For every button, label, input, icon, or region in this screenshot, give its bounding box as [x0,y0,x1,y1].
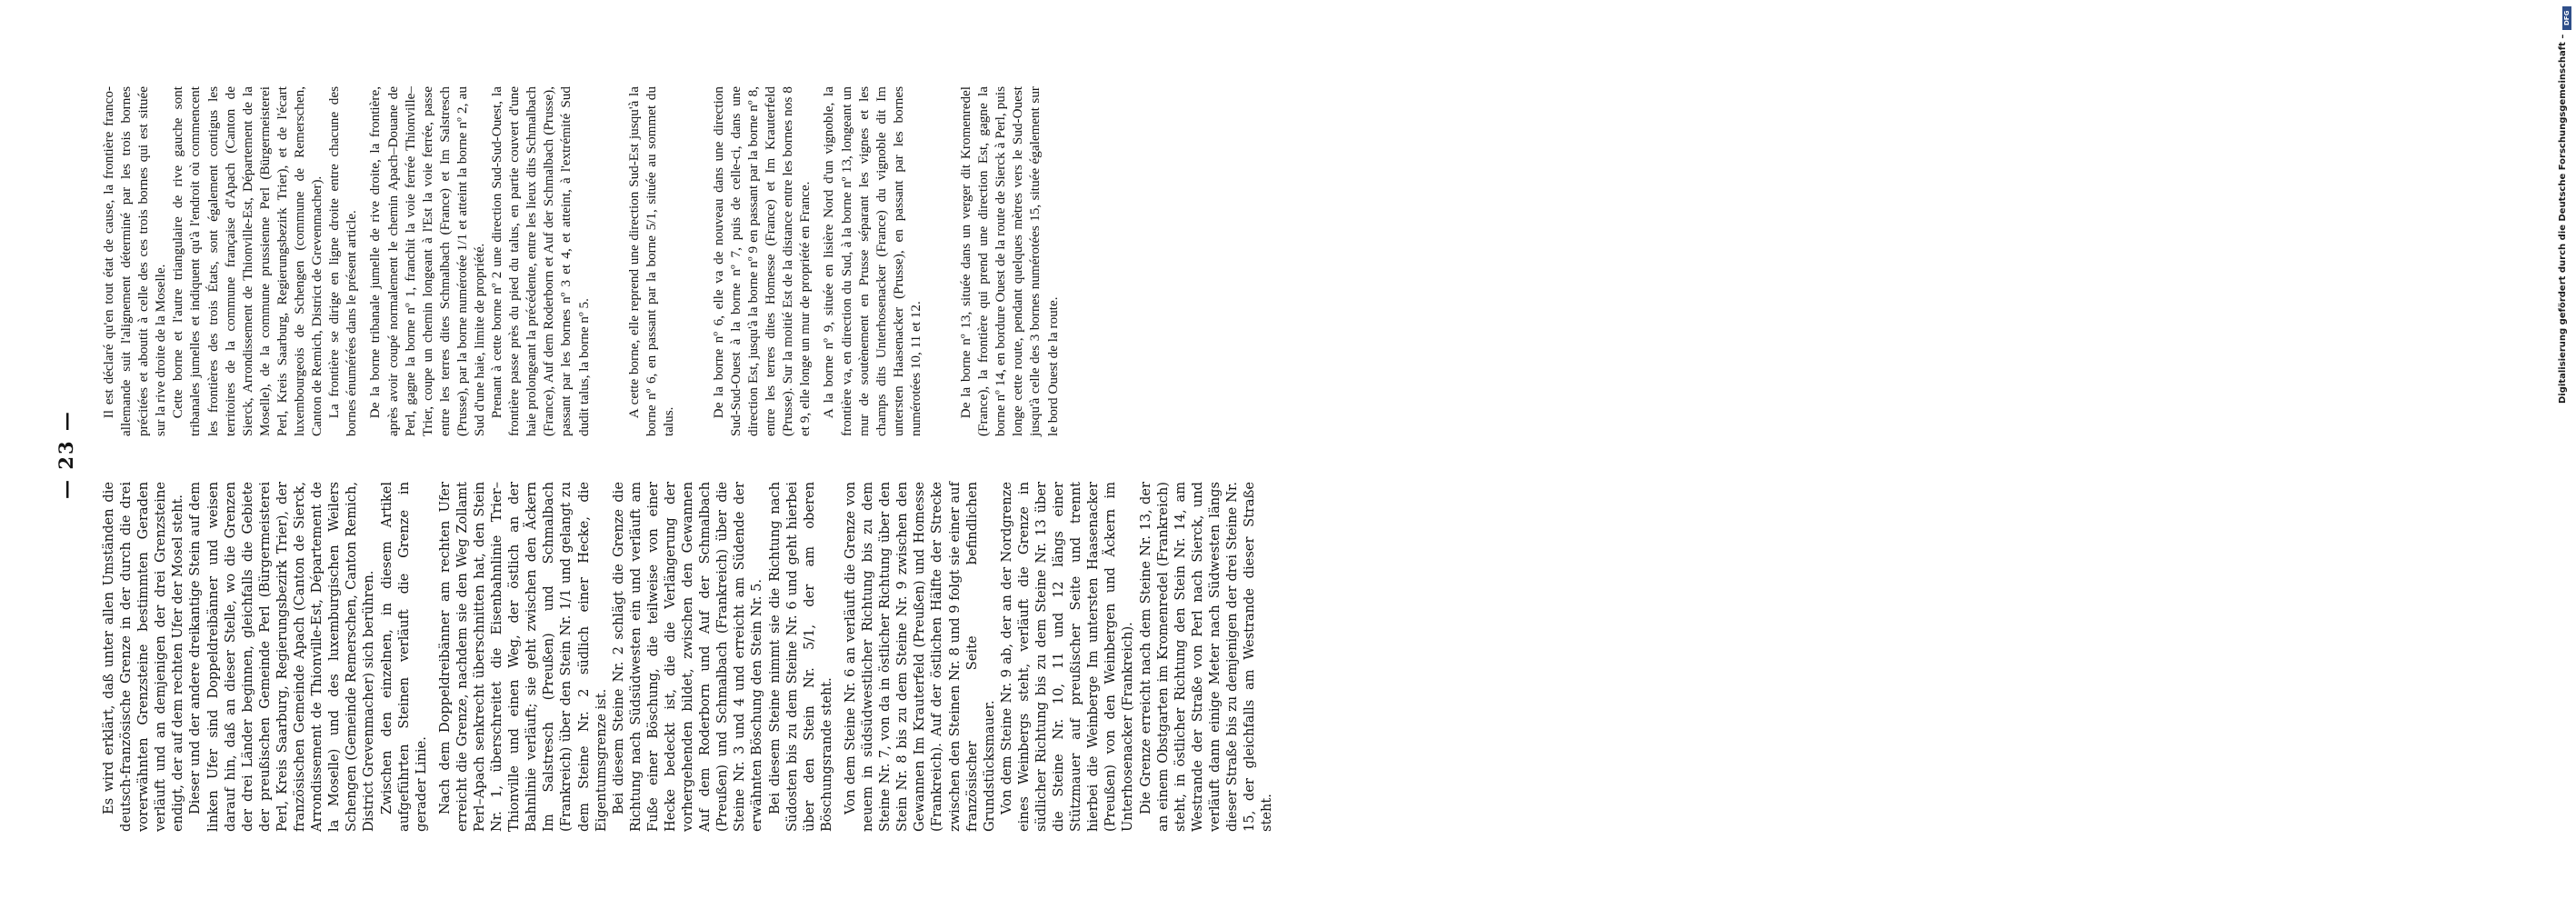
french-paragraph: A la borne nº 9, située en lisière Nord d'un vignoble, la frontière va, en direction du Sud, à la borne nº 13, longeant un mur de soutènement en Prusse séparant les vignes et les champs dits Unterhosenacker (France) du vignoble dit Im untersten Haasenacker (Prusse), en passant par les bornes numérotées 10, 11 et 12. [821,86,924,436]
french-paragraph: La frontière se dirige en ligne droite entre chacune des bornes énumérées dans le présent article. [326,86,360,436]
german-paragraph: Nach dem Doppeldreibänner am rechten Ufer erreicht die Grenze, nachdem sie den Weg Zollamt Perl–Apach senkrecht überschnitten hat, den Stein Nr. 1, überschreitet die Eisenbahnlinie Trier–Thionville und einen Weg, der östlich an der Bahnlinie verläuft; sie geht zwischen den Äckern Im Salstresch (Preußen) und Schmalbach (Frankreich) über den Stein Nr. 1/1 und gelangt zu dem Steine Nr. 2 südlich einer Hecke, die Eigentumsgrenze ist. [436,482,609,832]
german-paragraph: Es wird erklärt, daß unter allen Umständen die deutsch-französische Grenze in der durch die drei vorerwähnten Grenzsteine bestimmten Geraden verläuft und an demjenigen der drei Grenzsteine endigt, der auf dem rechten Ufer der Mosel steht. [101,482,186,832]
french-paragraph: Il est déclaré qu'en tout état de cause, la frontière franco-allemande suit l'alignement déterminé par les trois bornes précitées et aboutit à celle des ces trois bornes qui est située sur la rive droite de la Moselle. [101,86,169,436]
digitization-credit [1271,0,2571,909]
french-paragraph: Prenant à cette borne nº 2 une direction Sud-Sud-Ouest, la frontière passe près du pied du talus, en partie couvert d'une haie prolongeant la précédente, entre les lieux dits Schmalbach (France), Auf dem Roderborn et Auf der Schmalbach (Prusse), passant par les bornes nº 3 et 4, et atteint, à l'extrémité Sud dudit talus, la borne nº 5. [489,86,592,436]
german-paragraph: Die Grenze erreicht nach dem Steine Nr. 13, der an einem Obstgarten im Kromenredel (Frankreich) steht, in östlicher Richtung den Stein Nr. 14, am Westrande der Straße von Perl nach Sierck, und verläuft dann einige Meter nach Südwesten längs dieser Straße bis zu demjenigen der drei Steine Nr. 15, der gleichfalls am Westrande dieser Straße steht. [1137,482,1275,832]
german-paragraph: Bei diesem Steine nimmt sie die Richtung nach Südosten bis zu dem Steine Nr. 6 und geht hierbei über den Stein Nr. 5/1, der am oberen Böschungsrande steht. [766,482,834,832]
french-paragraph: De la borne nº 13, située dans un verger dit Kromenredel (France), la frontière qui prend une direction Est, gagne la borne nº 14, en bordure Ouest de la route de Sierck à Perl, puis longe cette route, pendant quelques mètres vers le Sud-Ouest jusqu'à celle des 3 bornes numérotées 15, située également sur le bord Ouest de la route. [958,86,1061,436]
credit-text: Digitalisierung gefördert durch die Deutsche Forschungsgemeinschaft – [2558,35,2568,405]
scanned-page [45,68,1275,841]
german-paragraph: Dieser und der andere dreikantige Stein auf dem linken Ufer sind Doppeldreibänner und weisen darauf hin, daß an dieser Stelle, wo die Grenzen der drei Länder beginnen, gleichfalls die Gebiete der preußischen Gemeinde Perl (Bürgermeisterei Perl, Kreis Saarburg, Regierungsbezirk Trier), der französischen Gemeinde Apach (Canton de Sierck, Arrondissement de Thionville-Est, Département de la Moselle) und des luxemburgischen Weilers Schengen (Gemeinde Remerschen, Canton Remich, District Grevenmacher) sich berühren. [187,482,377,832]
page-number: — 23 — [55,410,77,499]
french-paragraph: De la borne nº 6, elle va de nouveau dans une direction Sud-Sud-Ouest à la borne nº 7, puis de celle-ci, dans une direction Est, jusqu'à la borne nº 9 en passant par la borne nº 8, entre les terres dites Homesse (France) et Im Krauterfeld (Prusse). Sur la moitié Est de la distance entre les bornes nos 8 et 9, elle longe un mur de propriété en France. [710,86,814,436]
rotated-page [45,68,1275,841]
german-paragraph: Zwischen den einzelnen, in diesem Artikel aufgeführten Steinen verläuft die Grenze in gerader Linie. [378,482,429,832]
french-paragraph: Cette borne et l'autre triangulaire de rive gauche sont tribanales jumelles et indiquent qu'à l'endroit où commencent les frontières des trois États, sont également contigus les territoires de la commune française d'Apach (Canton de Sierck, Arrondissement de Thionville-Est, Département de la Moselle), de la commune prussienne Perl (Bürgermeisterei Perl, Kreis Saarburg, Regierungsbezirk Trier), et de l'écart luxembourgeois de Schengen (commune de Remerschen, Canton de Remich, District de Grevenmacher). [170,86,325,436]
german-paragraph: Von dem Steine Nr. 9 ab, der an der Nordgrenze eines Weinbergs steht, verläuft die Grenze in südlicher Richtung bis zu dem Steine Nr. 13 über die Steine Nr. 10, 11 und 12 längs einer Stützmauer auf preußischer Seite und trennt hierbei die Weinberge Im untersten Haasenacker (Preußen) von den Weinbergen und Äckern im Unterhosenacker (Frankreich). [998,482,1136,832]
dfg-logo: DFG [2562,6,2571,30]
german-paragraph: Von dem Steine Nr. 6 an verläuft die Grenze von neuem in südsüdwestlicher Richtung bis zu dem Steine Nr. 7, von da in östlicher Richtung über den Stein Nr. 8 bis zu dem Steine Nr. 9 zwischen den Gewannen Im Krauterfeld (Preußen) und Homesse (Frankreich). Auf der östlichen Hälfte der Strecke zwischen den Steinen Nr. 8 und 9 folgt sie einer auf französischer Seite befindlichen Grundstücksmauer. [842,482,997,832]
german-column [100,482,1275,832]
french-column [100,86,1177,436]
french-paragraph: De la borne tribanale jumelle de rive droite, la frontière, après avoir coupé normalement le chemin Apach–Douane de Perl, gagne la borne nº 1, franchit la voie ferrée Thionville–Trier, coupe un chemin longeant à l'Est la voie ferrée, passe entre les terres dites Schmalbach (France) et Im Salstresch (Prusse), par la borne numérotée 1/1 et atteint la borne nº 2, au Sud d'une haie, limite de propriété. [367,86,487,436]
german-paragraph: Bei diesem Steine Nr. 2 schlägt die Grenze die Richtung nach Südsüdwesten ein und verläuft am Fuße einer Böschung, die teilweise von einer Hecke bedeckt ist, die die Verlängerung der vorhergehenden bildet, zwischen den Gewannen Auf dem Roderborn und Auf der Schmalbach (Preußen) und Schmalbach (Frankreich) über die Steine Nr. 3 und 4 und erreicht am Südende der erwähnten Böschung den Stein Nr. 5. [610,482,765,832]
french-paragraph: A cette borne, elle reprend une direction Sud-Est jusqu'à la borne nº 6, en passant par la borne 5/1, située au sommet du talus. [625,86,676,436]
